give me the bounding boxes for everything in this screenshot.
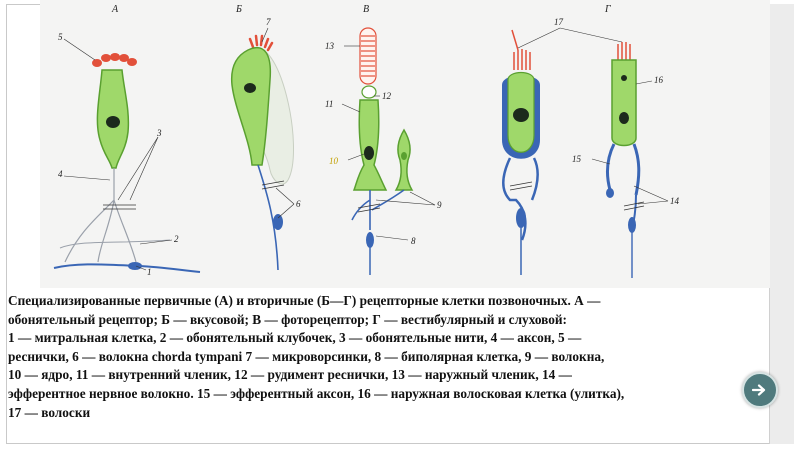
figure-panel — [40, 0, 770, 288]
labels-g — [518, 17, 680, 206]
label-13: 13 — [325, 41, 334, 51]
label-6: 6 — [296, 199, 301, 209]
panel-label-v: В — [363, 4, 370, 15]
label-17: 17 — [554, 17, 563, 27]
label-8: 8 — [411, 236, 416, 246]
panel-label-g: Г — [605, 4, 611, 15]
caption-line: эфферентное нервное волокно. 15 — эфферентный аксон, 16 — наружная волосковая клетка (улитка), — [8, 385, 625, 401]
taste-receptor-cell — [232, 36, 294, 270]
label-9: 9 — [437, 200, 442, 210]
arrow-right-icon — [752, 384, 768, 396]
label-3: 3 — [157, 128, 162, 138]
caption-line: реснички, 6 — волокна chorda tympani 7 — микроворсинки, 8 — биполярная клетка, 9 — волокна, — [8, 348, 605, 364]
caption-line: 10 — ядро, 11 — внутренний членик, 12 — рудимент реснички, 13 — наружный членик, 14 — — [8, 367, 572, 383]
hair-cell-outer-cochlea — [606, 42, 644, 278]
photoreceptor-cell — [352, 28, 412, 275]
label-14: 14 — [670, 196, 679, 206]
panel-label-a: А — [112, 4, 119, 15]
caption-line: 1 — митральная клетка, 2 — обонятельный клубочек, 3 — обонятельные нити, 4 — аксон, 5 — — [8, 330, 582, 346]
labels-v — [325, 41, 442, 246]
label-16: 16 — [654, 75, 663, 85]
caption-line: 17 — волоски — [8, 404, 91, 420]
label-10: 10 — [329, 156, 338, 166]
figure-caption — [8, 292, 753, 422]
label-5: 5 — [58, 32, 63, 42]
label-15: 15 — [572, 154, 581, 164]
label-2: 2 — [174, 234, 179, 244]
hair-cell-vestibular — [502, 30, 540, 275]
caption-line: Специализированные первичные (А) и вторичные (Б—Г) рецепторные клетки позвоночных. А — — [8, 293, 601, 308]
label-7: 7 — [266, 17, 271, 27]
receptor-cells-figure — [40, 0, 770, 288]
label-11: 11 — [325, 99, 334, 109]
next-slide-button[interactable] — [742, 372, 778, 408]
label-12: 12 — [382, 91, 391, 101]
caption-line: обонятельный рецептор; Б — вкусовой; В — фоторецептор; Г — вестибулярный и слуховой: — [8, 311, 567, 327]
label-1: 1 — [147, 267, 152, 277]
panel-label-b: Б — [236, 4, 242, 15]
label-4: 4 — [58, 169, 63, 179]
